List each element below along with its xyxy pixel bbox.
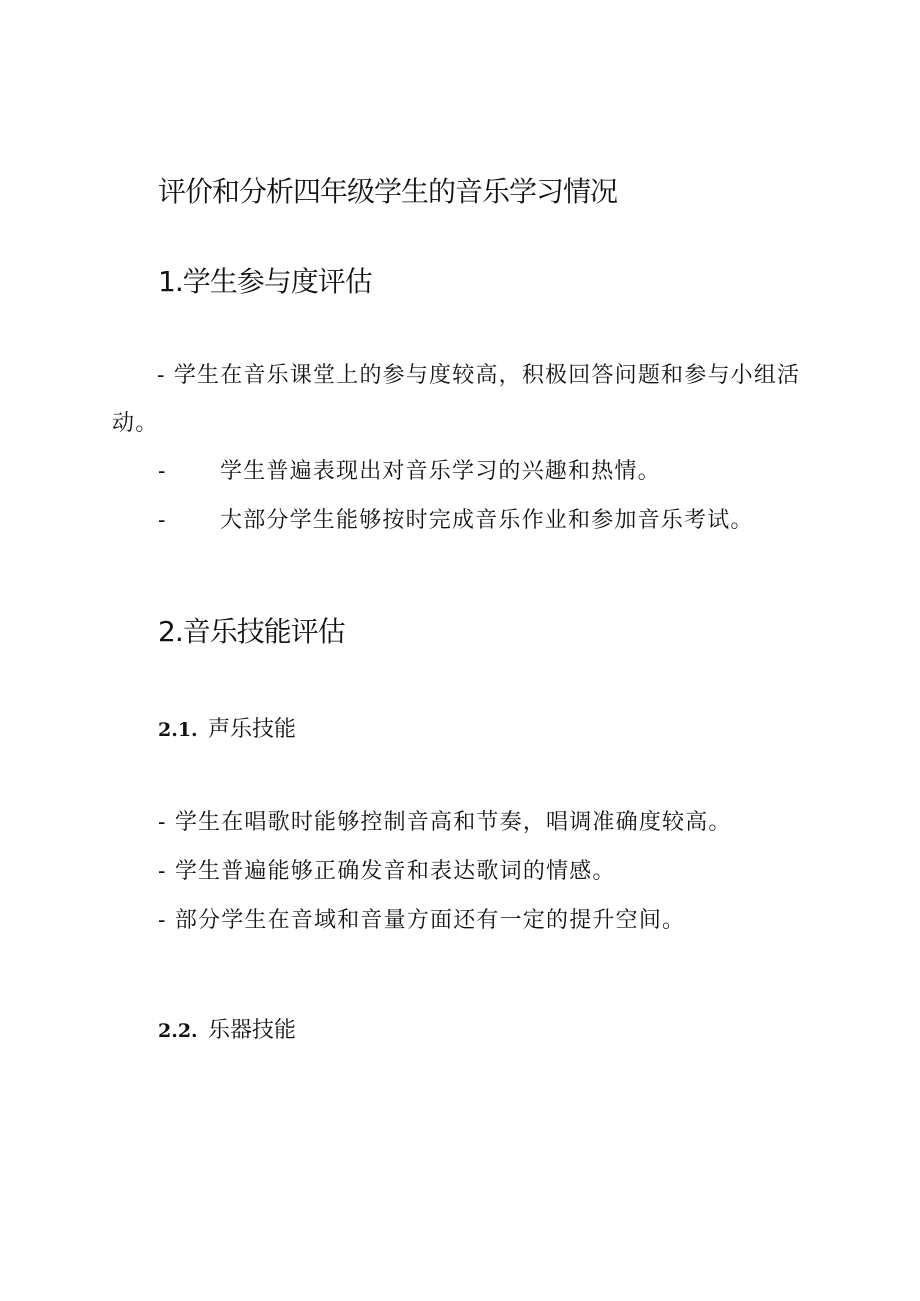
- subsection-title: 声乐技能: [208, 717, 297, 742]
- subsection-title: 乐器技能: [208, 1018, 297, 1043]
- subsection-heading-vocal: [158, 710, 296, 750]
- subsection-number: 2.1.: [158, 719, 198, 741]
- list-item-vocal-2: - 学生普遍能够正确发音和表达歌词的情感。: [158, 859, 616, 884]
- subsection-heading-instrument: [158, 1011, 296, 1051]
- subsection-number: 2.2.: [158, 1020, 198, 1042]
- list-item-text: 大部分学生能够按时完成音乐作业和参加音乐考试。: [220, 508, 754, 533]
- document-title: 评价和分析四年级学生的音乐学习情况: [158, 175, 618, 208]
- list-item-vocal-1: - 学生在唱歌时能够控制音高和节奏，唱调准确度较高。: [158, 810, 732, 835]
- section-heading-skills: 2.音乐技能评估: [158, 615, 345, 648]
- list-item-text: 学生普遍表现出对音乐学习的兴趣和热情。: [220, 459, 661, 484]
- section-heading-participation: 1.学生参与度评估: [158, 265, 372, 298]
- list-item-participation-2: [158, 448, 661, 496]
- list-marker: -: [158, 508, 167, 533]
- list-marker: -: [157, 363, 166, 388]
- list-item-participation-3: [158, 497, 754, 545]
- paragraph-participation-1: [112, 352, 812, 448]
- list-item-text: 学生在音乐课堂上的参与度较高，积极回答问题和参与小组活动。: [112, 363, 801, 436]
- list-item-vocal-3: - 部分学生在音域和音量方面还有一定的提升空间。: [158, 908, 686, 933]
- list-marker: -: [158, 459, 167, 484]
